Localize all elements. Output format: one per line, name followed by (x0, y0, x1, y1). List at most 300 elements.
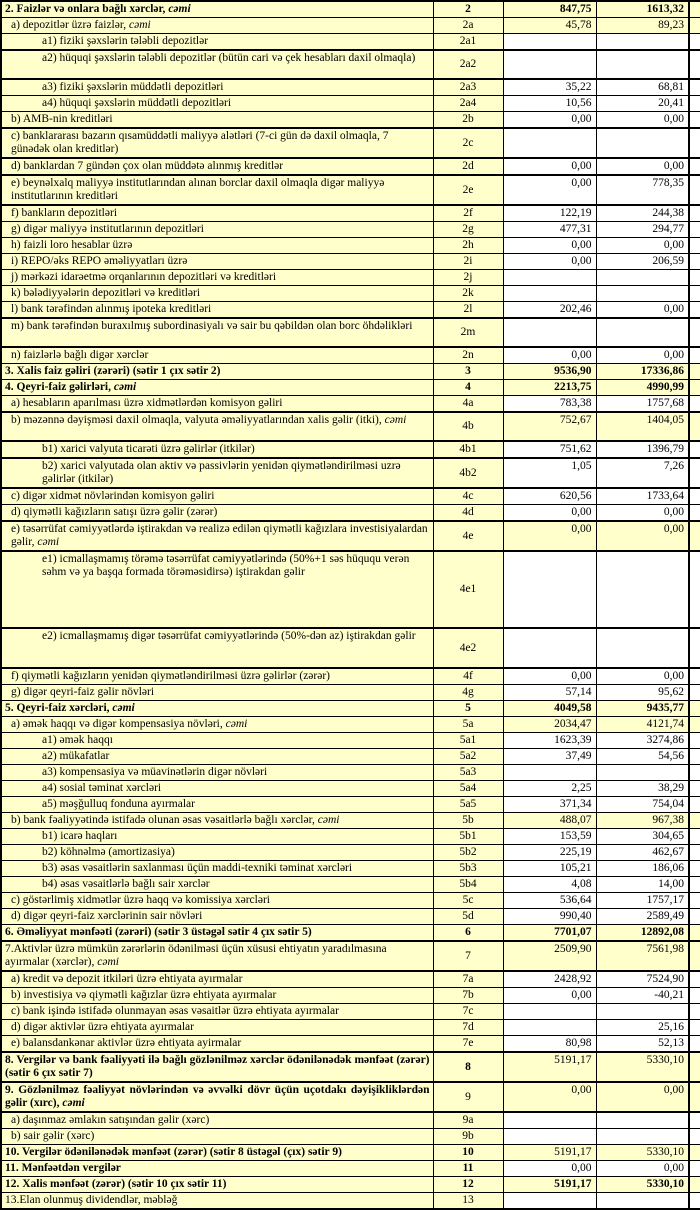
partial-right-cell (689, 18, 700, 34)
table-row (1, 1129, 700, 1145)
partial-right-cell (689, 1036, 700, 1053)
table-row (1, 988, 700, 1004)
table-row (1, 412, 700, 441)
value-col2 (596, 270, 689, 286)
value-col2: 5330,10 (596, 1052, 689, 1082)
value-col2 (596, 128, 689, 158)
table-row (1, 458, 700, 488)
row-code: 7 (433, 941, 503, 971)
table-row (1, 112, 700, 129)
partial-right-cell (689, 909, 700, 925)
table-row (1, 781, 700, 797)
row-label-text: 11. Mənfəətdən vergilər (5, 1162, 121, 1174)
row-label-text: c) bank işində istifadə olunmayan əsas vəsaitlər üzrə ehtiyata ayırmalar (11, 1005, 339, 1017)
row-label-text: a) hesabların aparılması üzrə xidmətlərdən komisyon gəliri (11, 397, 283, 409)
value-col1: 0,00 (503, 521, 596, 551)
row-label-text: b1) xarici valyuta ticarəti üzrə gəlirlər (itkilər) (42, 443, 255, 455)
row-code: 2e (433, 175, 503, 205)
row-label (1, 1082, 433, 1112)
value-col2: 68,81 (596, 79, 689, 96)
value-col1 (503, 1020, 596, 1036)
value-col2: 0,00 (596, 158, 689, 175)
value-col2: 0,00 (596, 302, 689, 319)
value-col2: 778,35 (596, 175, 689, 205)
row-code: 5a2 (433, 749, 503, 765)
row-label-text: f) qiymətli kağızların yenidən qiymətləndirilməsi üzrə gəlirlər (zərər) (11, 670, 330, 682)
row-label (1, 318, 433, 347)
row-label-text: 4. Qeyri-faiz gəlirləri, (5, 381, 114, 393)
row-label (1, 1161, 433, 1177)
value-col1: 9536,90 (503, 364, 596, 380)
table-row (1, 1, 700, 18)
row-label-text: b1) icarə haqları (42, 830, 118, 842)
value-col2: -40,21 (596, 988, 689, 1004)
row-code: 4e1 (433, 551, 503, 628)
value-col1 (503, 34, 596, 51)
value-col1: 0,00 (503, 988, 596, 1004)
value-col1: 847,75 (503, 1, 596, 18)
partial-right-cell (689, 1020, 700, 1036)
row-label (1, 701, 433, 717)
row-code: 2d (433, 158, 503, 175)
partial-right-cell (689, 1145, 700, 1161)
row-label-text: a1) əmək haqqı (42, 734, 113, 746)
partial-right-cell (689, 458, 700, 488)
row-label-text: a5) məşğulluq fonduna ayırmalar (42, 798, 195, 810)
value-col1: 0,00 (503, 254, 596, 270)
row-label-text: e1) icmallaşmamış törəmə təsərrüfat cəmiyyətlərində (50%+1 səs hüququ verən səhm və ya başqa formada törəməsidirsə) iştirakdan gəlir (42, 553, 410, 578)
table-row (1, 521, 700, 551)
value-col2: 5330,10 (596, 1145, 689, 1161)
row-label (1, 286, 433, 302)
value-col1 (503, 50, 596, 79)
row-code: 3 (433, 364, 503, 380)
table-row (1, 1145, 700, 1161)
table-row (1, 238, 700, 254)
value-col2: 2589,49 (596, 909, 689, 925)
partial-right-cell (689, 893, 700, 909)
row-code: 5a3 (433, 765, 503, 781)
table-row (1, 797, 700, 813)
value-col1: 0,00 (503, 238, 596, 254)
value-col1: 2509,90 (503, 941, 596, 971)
table-row (1, 254, 700, 270)
value-col1 (503, 1129, 596, 1145)
value-col2: 294,77 (596, 222, 689, 238)
row-label (1, 18, 433, 34)
partial-right-cell (689, 829, 700, 845)
table-row (1, 347, 700, 364)
row-label (1, 717, 433, 733)
row-label (1, 380, 433, 396)
row-label (1, 1145, 433, 1161)
row-code: 5b3 (433, 861, 503, 877)
table-row (1, 829, 700, 845)
row-label-text: a) əmək haqqı və digər kompensasiya növləri, (11, 718, 226, 730)
table-row (1, 205, 700, 222)
value-col2: 462,67 (596, 845, 689, 861)
value-col2: 7524,90 (596, 971, 689, 988)
row-label-text: e) təsərrüfat cəmiyyətlərdə iştirakdan və realizə edilən qiymətli kağızlara investisiyalardan gəlir, (11, 523, 428, 548)
value-col1: 5191,17 (503, 1177, 596, 1193)
value-col2 (596, 1004, 689, 1020)
row-label (1, 1129, 433, 1145)
row-code: 2m (433, 318, 503, 347)
table-row (1, 128, 700, 158)
row-code: 5b2 (433, 845, 503, 861)
table-row (1, 717, 700, 733)
row-label (1, 112, 433, 129)
partial-right-cell (689, 505, 700, 522)
row-label (1, 813, 433, 829)
row-label-text: a) kredit və depozit itkiləri üzrə ehtiyata ayırmalar (11, 973, 243, 985)
value-col2: 5330,10 (596, 1177, 689, 1193)
partial-right-cell (689, 1129, 700, 1145)
row-label-text: b) sair gəlir (xərc) (11, 1130, 95, 1142)
value-col1: 0,00 (503, 112, 596, 129)
row-label (1, 412, 433, 441)
row-label-text: b) məzənnə dəyişməsi daxil olmaqla, valyuta əməliyyatlarından xalis gəlir (itki), (11, 414, 385, 426)
row-code: 2a3 (433, 79, 503, 96)
value-col1: 751,62 (503, 441, 596, 458)
value-col1: 620,56 (503, 488, 596, 505)
row-label (1, 941, 433, 971)
row-label-text: m) bank tərəfindən buraxılmış subordinasiyalı və sair bu qəbildən olan borc öhdəlikləri (11, 320, 413, 332)
value-col2: 1396,79 (596, 441, 689, 458)
value-col1: 1623,39 (503, 733, 596, 749)
row-code: 7c (433, 1004, 503, 1020)
partial-right-cell (689, 254, 700, 270)
row-label-text: 2. Faizlər və onlara bağlı xərclər, (5, 3, 169, 15)
table-row (1, 668, 700, 685)
row-code: 5d (433, 909, 503, 925)
table-row (1, 50, 700, 79)
value-col1 (503, 1004, 596, 1020)
value-col2: 3274,86 (596, 733, 689, 749)
row-label (1, 893, 433, 909)
value-col2: 186,06 (596, 861, 689, 877)
row-label-text: d) digər aktivlər üzrə ehtiyata ayırmalar (11, 1021, 194, 1033)
row-label-italic-suffix: cəmi (62, 1097, 85, 1109)
value-col2: 9435,77 (596, 701, 689, 717)
row-label-text: c) banklararası bazarın qısamüddətli maliyyə alətləri (7-ci gün də daxil olmaqla, 7 günədək olan kreditlər) (11, 130, 389, 155)
value-col2: 1404,05 (596, 412, 689, 441)
partial-right-cell (689, 685, 700, 701)
value-col1 (503, 128, 596, 158)
value-col2: 38,29 (596, 781, 689, 797)
row-label-text: e) beynəlxalq maliyyə institutlarından alınan borclar daxil olmaqla digər maliyyə institutlarının kreditləri (11, 177, 385, 202)
partial-right-cell (689, 347, 700, 364)
value-col1: 783,38 (503, 396, 596, 413)
partial-right-cell (689, 50, 700, 79)
row-label (1, 551, 433, 628)
table-row (1, 685, 700, 701)
value-col2: 7561,98 (596, 941, 689, 971)
row-label (1, 829, 433, 845)
table-row (1, 302, 700, 319)
row-label (1, 781, 433, 797)
table-row (1, 1036, 700, 1053)
table-row (1, 1193, 700, 1210)
row-label (1, 521, 433, 551)
value-col1: 0,00 (503, 347, 596, 364)
row-code: 4g (433, 685, 503, 701)
table-row (1, 749, 700, 765)
partial-right-cell (689, 364, 700, 380)
value-col1: 0,00 (503, 1082, 596, 1112)
row-label (1, 347, 433, 364)
table-row (1, 364, 700, 380)
row-code: 2j (433, 270, 503, 286)
partial-right-cell (689, 302, 700, 319)
value-col2 (596, 1129, 689, 1145)
partial-right-cell (689, 238, 700, 254)
partial-right-cell (689, 79, 700, 96)
value-col1: 225,19 (503, 845, 596, 861)
row-label (1, 50, 433, 79)
row-label-text: d) banklardan 7 gündən çox olan müddətə alınmış kreditlər (11, 160, 284, 172)
row-code: 4a (433, 396, 503, 413)
value-col2: 0,00 (596, 112, 689, 129)
row-label (1, 877, 433, 893)
table-row (1, 79, 700, 96)
row-code: 5a5 (433, 797, 503, 813)
row-code: 2b (433, 112, 503, 129)
value-col1: 0,00 (503, 1161, 596, 1177)
row-code: 2l (433, 302, 503, 319)
partial-right-cell (689, 441, 700, 458)
value-col1: 80,98 (503, 1036, 596, 1053)
row-code: 2a2 (433, 50, 503, 79)
row-code: 5c (433, 893, 503, 909)
row-code: 7e (433, 1036, 503, 1053)
partial-right-cell (689, 270, 700, 286)
row-label (1, 34, 433, 51)
row-label-text: a2) hüquqi şəxslərin tələbli depozitlər (bütün cari və çek hesabları daxil olmaqla) (42, 52, 416, 64)
value-col2: 206,59 (596, 254, 689, 270)
table-row (1, 845, 700, 861)
partial-right-cell (689, 1, 700, 18)
value-col2: 20,41 (596, 96, 689, 112)
row-code: 5a (433, 717, 503, 733)
row-label (1, 861, 433, 877)
value-col2: 1613,32 (596, 1, 689, 18)
row-code: 5a1 (433, 733, 503, 749)
value-col2 (596, 1112, 689, 1129)
row-label-text: f) bankların depozitləri (11, 207, 118, 219)
value-col1: 371,34 (503, 797, 596, 813)
row-label (1, 971, 433, 988)
row-label (1, 79, 433, 96)
row-code: 9a (433, 1112, 503, 1129)
row-label (1, 238, 433, 254)
row-label-text: 12. Xalis mənfəət (zərər) (sətir 10 çıx sətir 11) (5, 1178, 227, 1190)
row-code: 2a1 (433, 34, 503, 51)
row-code: 8 (433, 1052, 503, 1082)
table-row (1, 286, 700, 302)
row-code: 2h (433, 238, 503, 254)
row-label (1, 733, 433, 749)
row-code: 2k (433, 286, 503, 302)
row-label-text: b) AMB-nin kreditləri (11, 113, 113, 125)
row-label-text: e) balansdankənar aktivlər üzrə ehtiyata ayirmalar (11, 1037, 242, 1049)
partial-right-cell (689, 733, 700, 749)
value-col1 (503, 286, 596, 302)
row-code: 11 (433, 1161, 503, 1177)
partial-right-cell (689, 1161, 700, 1177)
table-row (1, 1161, 700, 1177)
row-label-text: b3) əsas vəsaitlərin saxlanması üçün maddi-texniki təminat xərcləri (42, 862, 353, 874)
row-code: 2f (433, 205, 503, 222)
value-col2: 1757,17 (596, 893, 689, 909)
row-label (1, 302, 433, 319)
row-label (1, 270, 433, 286)
row-label-text: 5. Qeyri-faiz xərcləri, (5, 702, 113, 714)
row-label (1, 988, 433, 1004)
partial-right-cell (689, 1193, 700, 1210)
row-label-text: g) digər qeyri-faiz gəlir növləri (11, 686, 155, 698)
table-row (1, 701, 700, 717)
table-row (1, 765, 700, 781)
row-code: 12 (433, 1177, 503, 1193)
row-label-text: a2) mükafatlar (42, 750, 110, 762)
row-label (1, 685, 433, 701)
partial-right-cell (689, 380, 700, 396)
row-code: 4e (433, 521, 503, 551)
row-label-italic-suffix: cəmi (97, 956, 119, 968)
value-col1: 105,21 (503, 861, 596, 877)
row-label-text: a3) fiziki şəxslərin müddətli depozitləri (42, 81, 224, 93)
row-code: 4e2 (433, 628, 503, 668)
row-label (1, 458, 433, 488)
partial-right-cell (689, 521, 700, 551)
value-col1: 57,14 (503, 685, 596, 701)
partial-right-cell (689, 845, 700, 861)
table-row (1, 628, 700, 668)
partial-right-cell (689, 396, 700, 413)
value-col2 (596, 318, 689, 347)
table-row (1, 96, 700, 112)
row-label-text: a) depozitlər üzrə faizlər, (11, 19, 129, 31)
row-code: 4d (433, 505, 503, 522)
value-col1: 0,00 (503, 668, 596, 685)
row-label (1, 222, 433, 238)
table-row (1, 893, 700, 909)
row-code: 7b (433, 988, 503, 1004)
row-code: 2c (433, 128, 503, 158)
value-col2: 54,56 (596, 749, 689, 765)
value-col2: 95,62 (596, 685, 689, 701)
row-label-italic-suffix: cəmi (112, 702, 135, 714)
partial-right-cell (689, 1082, 700, 1112)
partial-right-cell (689, 112, 700, 129)
value-col2: 12892,08 (596, 925, 689, 942)
row-label-text: 13.Elan olunmuş dividendlər, məbləğ (5, 1194, 178, 1206)
value-col2: 967,38 (596, 813, 689, 829)
partial-right-cell (689, 668, 700, 685)
partial-right-cell (689, 628, 700, 668)
row-code: 6 (433, 925, 503, 942)
row-label-text: d) qiymətli kağızların satışı üzrə gəlir (zərər) (11, 506, 218, 518)
partial-right-cell (689, 941, 700, 971)
table-row (1, 1177, 700, 1193)
row-label-text: b) investisiya və qiymətli kağızlar üzrə ehtiyata ayırmalar (11, 989, 277, 1001)
table-row (1, 1052, 700, 1082)
table-row (1, 222, 700, 238)
partial-right-cell (689, 412, 700, 441)
row-label (1, 925, 433, 942)
table-row (1, 877, 700, 893)
value-col1 (503, 1112, 596, 1129)
value-col1: 2213,75 (503, 380, 596, 396)
row-label-text: i) REPO/əks REPO əməliyyatları üzrə (11, 255, 188, 267)
row-code: 2 (433, 1, 503, 18)
row-label-text: c) digər xidmət növlərindən komisyon gəliri (11, 490, 215, 502)
partial-right-cell (689, 158, 700, 175)
value-col1 (503, 628, 596, 668)
value-col2: 0,00 (596, 1082, 689, 1112)
value-col2: 17336,86 (596, 364, 689, 380)
value-col2 (596, 765, 689, 781)
row-code: 9b (433, 1129, 503, 1145)
partial-right-cell (689, 717, 700, 733)
value-col2: 0,00 (596, 347, 689, 364)
partial-right-cell (689, 1112, 700, 1129)
row-label-text: 10. Vergilər ödənilənədək mənfəət (zərər) (sətir 8 üstəgəl (çıx) sətir 9) (5, 1146, 342, 1158)
row-label (1, 441, 433, 458)
value-col1: 2,25 (503, 781, 596, 797)
value-col2: 7,26 (596, 458, 689, 488)
row-label (1, 1, 433, 18)
row-label-text: a1) fiziki şəxslərin tələbli depozitlər (42, 35, 209, 47)
row-code: 2i (433, 254, 503, 270)
row-label (1, 845, 433, 861)
row-code: 2a4 (433, 96, 503, 112)
value-col2: 89,23 (596, 18, 689, 34)
table-row (1, 441, 700, 458)
partial-right-cell (689, 175, 700, 205)
table-row (1, 1112, 700, 1129)
row-code: 4 (433, 380, 503, 396)
row-label-italic-suffix: cəmi (317, 814, 340, 826)
row-label-italic-suffix: cəmi (168, 3, 191, 15)
partial-right-cell (689, 222, 700, 238)
table-row (1, 861, 700, 877)
row-label (1, 396, 433, 413)
row-label-text: b4) əsas vəsaitlərlə bağlı sair xərclər (42, 878, 210, 890)
table-row (1, 925, 700, 942)
partial-right-cell (689, 749, 700, 765)
row-label (1, 1112, 433, 1129)
partial-right-cell (689, 318, 700, 347)
partial-right-cell (689, 34, 700, 51)
table-row (1, 971, 700, 988)
partial-right-cell (689, 877, 700, 893)
row-label-text: 9. Gözlənilməz fəaliyyət növlərindən və əvvəlki dövr üçün uçotdakı dəyişikliklərdən gəlir (xırc), (5, 1084, 430, 1109)
table-row (1, 551, 700, 628)
partial-right-cell (689, 701, 700, 717)
row-label (1, 205, 433, 222)
partial-right-cell (689, 488, 700, 505)
row-code: 5b1 (433, 829, 503, 845)
row-label (1, 175, 433, 205)
table-row (1, 380, 700, 396)
value-col1: 5191,17 (503, 1052, 596, 1082)
row-code: 4b1 (433, 441, 503, 458)
partial-right-cell (689, 861, 700, 877)
partial-right-cell (689, 128, 700, 158)
value-col2: 0,00 (596, 668, 689, 685)
